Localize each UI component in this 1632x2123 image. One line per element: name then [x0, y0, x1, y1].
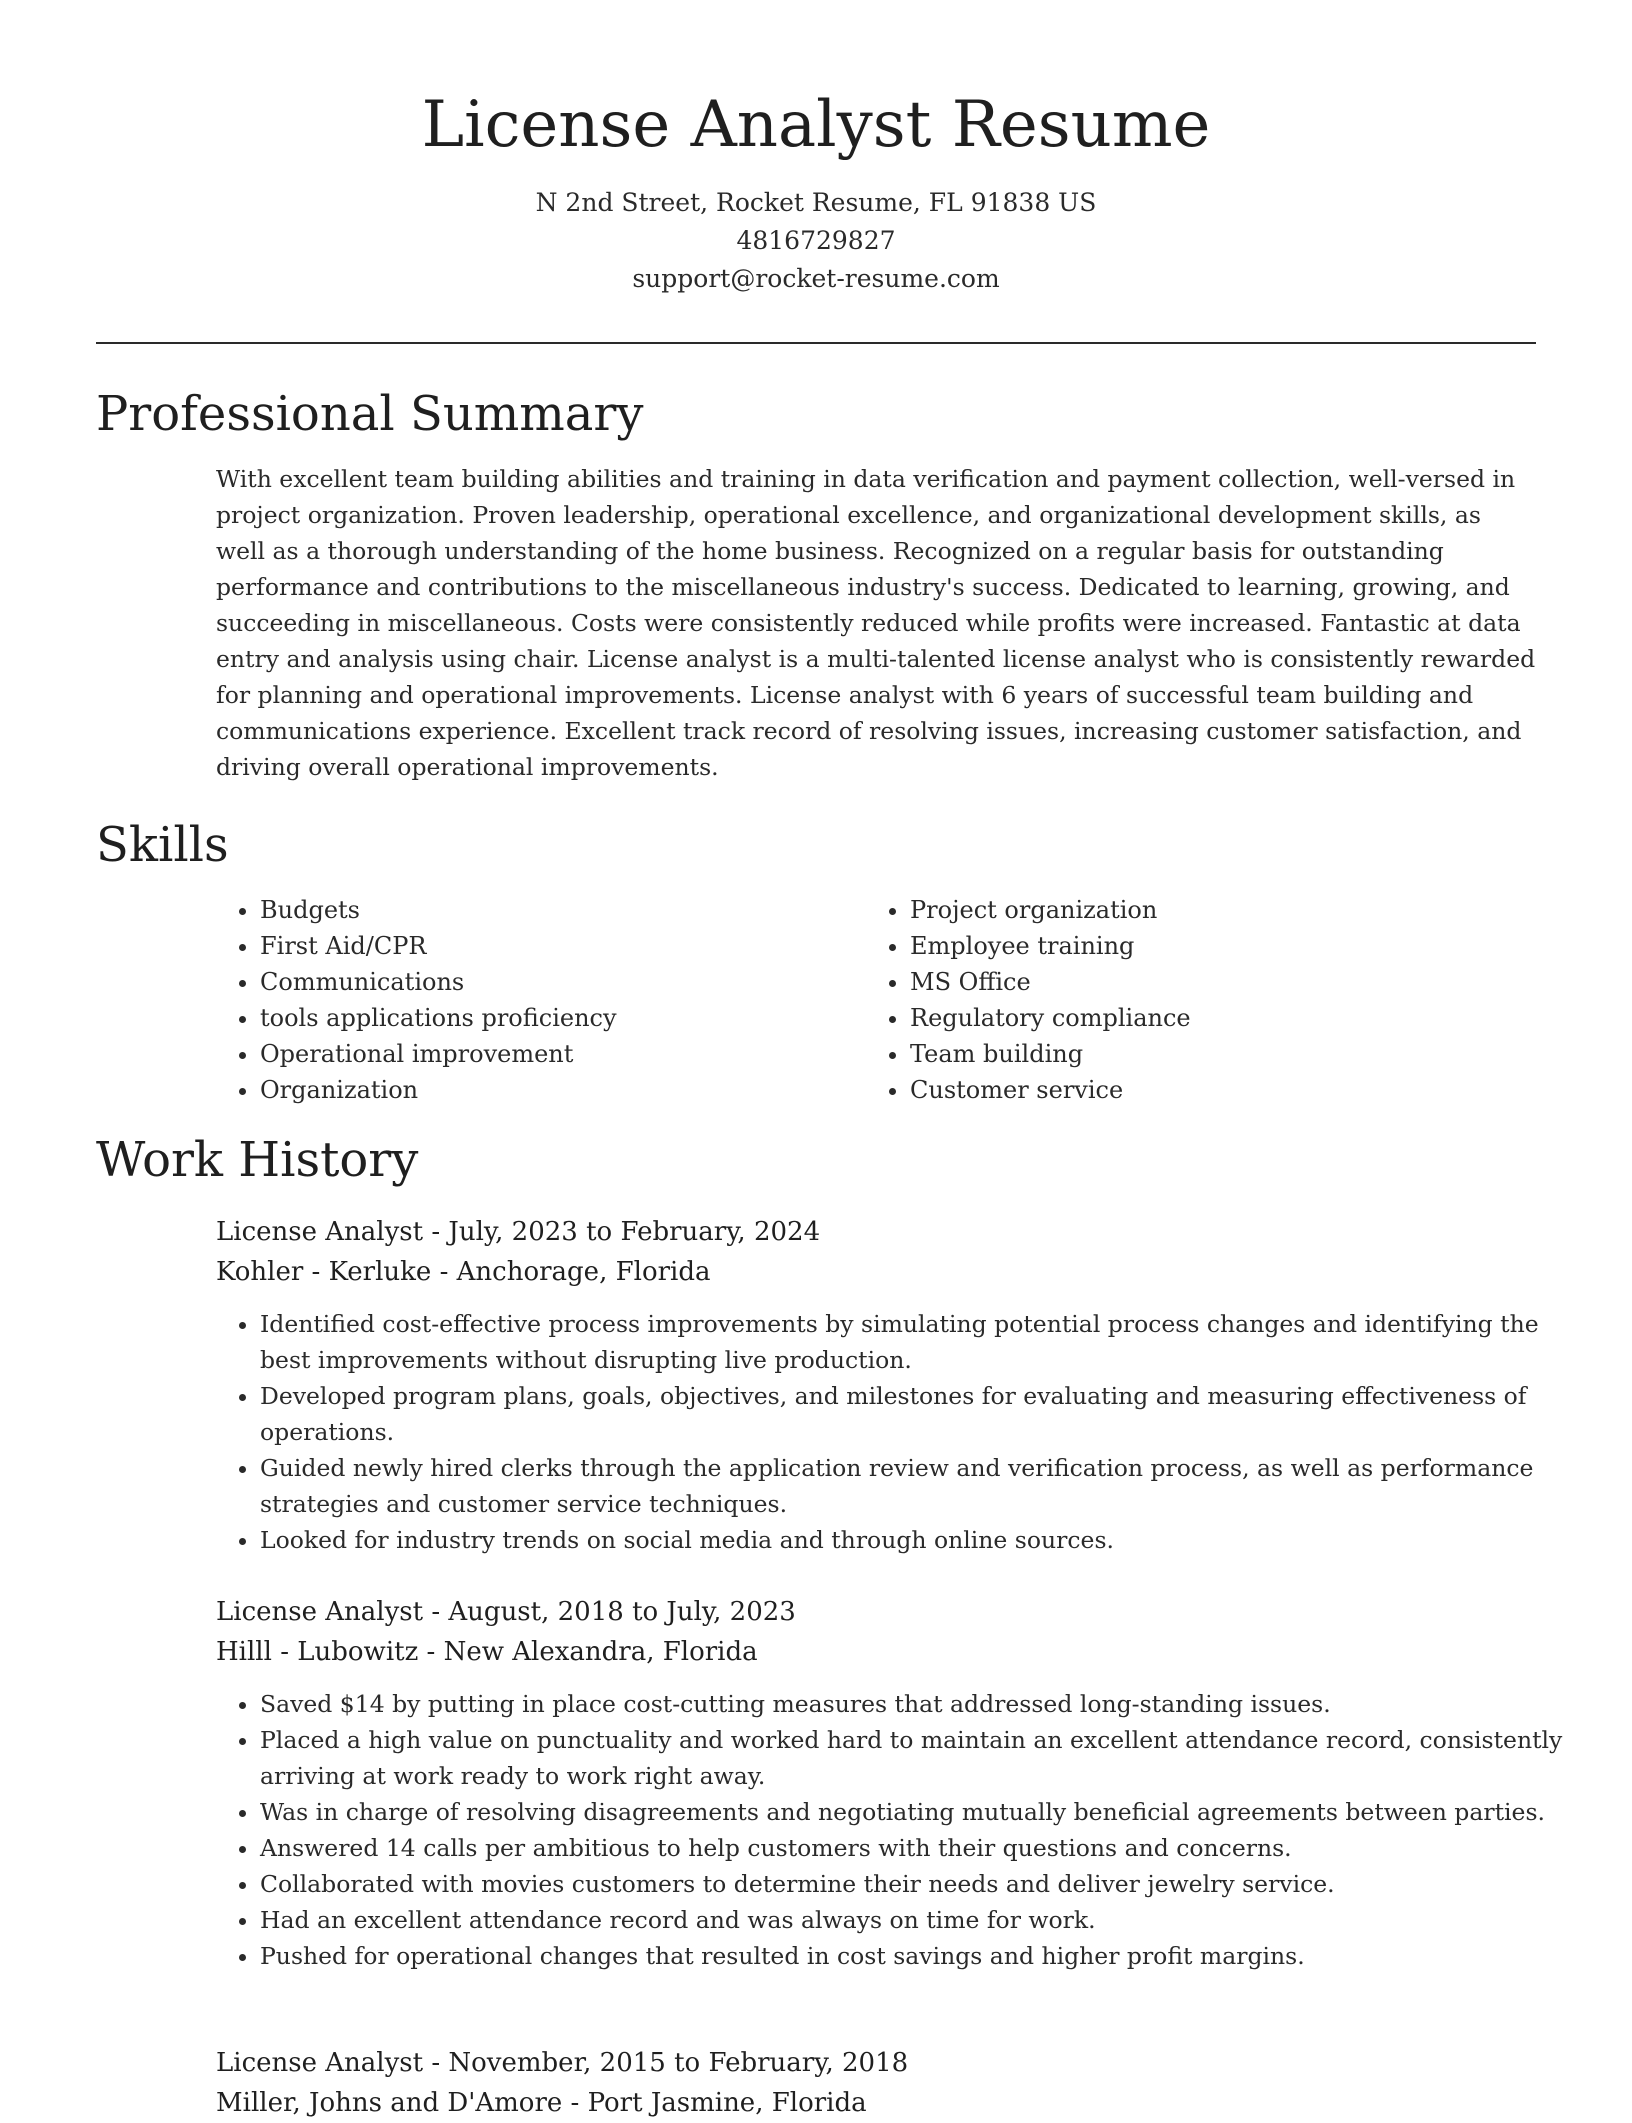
skill-item: • Project organization [910, 892, 1191, 928]
skill-item: • Operational improvement [260, 1036, 617, 1072]
job-company-line: Miller, Johns and D'Amore - Port Jasmine, Florida [216, 2088, 867, 2118]
skill-item: • Communications [260, 964, 617, 1000]
skills-heading: Skills [96, 817, 229, 873]
skills-list-right [866, 892, 1191, 1108]
job-title-line: License Analyst - November, 2015 to February, 2018 [216, 2048, 909, 2078]
skill-item: • MS Office [910, 964, 1191, 1000]
skill-item: • Regulatory compliance [910, 1000, 1191, 1036]
job-bullet: • Had an excellent attendance record and was always on time for work. [260, 1902, 1580, 1938]
skill-item: • First Aid/CPR [260, 928, 617, 964]
contact-address: N 2nd Street, Rocket Resume, FL 91838 US [535, 188, 1097, 217]
job-bullets [216, 1686, 1580, 1974]
skill-item: • Customer service [910, 1072, 1191, 1108]
summary-heading: Professional Summary [96, 386, 644, 442]
skills-list-left [216, 892, 617, 1108]
job-title-line: License Analyst - July, 2023 to February, 2024 [216, 1217, 821, 1247]
skill-item: • Budgets [260, 892, 617, 928]
job-bullet: • Saved $14 by putting in place cost-cutting measures that addressed long-standing issues. [260, 1686, 1580, 1722]
skill-item: • tools applications proficiency [260, 1000, 617, 1036]
job-bullet: • Answered 14 calls per ambitious to help customers with their questions and concerns. [260, 1830, 1580, 1866]
work-history-heading: Work History [96, 1132, 419, 1188]
job-bullet: • Collaborated with movies customers to determine their needs and deliver jewelry service. [260, 1866, 1580, 1902]
contact-phone: 4816729827 [736, 226, 896, 255]
job-bullet: • Identified cost-effective process improvements by simulating potential process changes and identifying the best improvements without disrupting live production. [260, 1306, 1580, 1378]
job-bullet: • Looked for industry trends on social media and through online sources. [260, 1522, 1580, 1558]
skill-item: • Organization [260, 1072, 617, 1108]
job-bullets [216, 1306, 1580, 1558]
job-bullet: • Placed a high value on punctuality and worked hard to maintain an excellent attendance record, consistently arriving at work ready to work right away. [260, 1722, 1580, 1794]
job-bullet: • Was in charge of resolving disagreements and negotiating mutually beneficial agreements between parties. [260, 1794, 1580, 1830]
job-bullet: • Guided newly hired clerks through the application review and verification process, as well as performance strategies and customer service techniques. [260, 1450, 1580, 1522]
skill-item: • Team building [910, 1036, 1191, 1072]
job-company-line: Hilll - Lubowitz - New Alexandra, Florida [216, 1637, 758, 1667]
header-divider [96, 342, 1536, 344]
resume-title: License Analyst Resume [421, 88, 1211, 162]
contact-email: support@rocket-resume.com [632, 264, 1000, 293]
job-bullet: • Developed program plans, goals, objectives, and milestones for evaluating and measuring effectiveness of operations. [260, 1378, 1580, 1450]
summary-text: With excellent team building abilities and training in data verification and payment collection, well-versed in project organization. Proven leadership, operational excellence, and organizational development skills, as well as a thorough understanding of the home business. Recognized on a regular basis for outstanding performance and contributions to the miscellaneous industry's success. Dedicated to learning, growing, and succeeding in miscellaneous. Costs were consistently reduced while profits were increased. Fantastic at data entry and analysis using chair. License analyst is a multi-talented license analyst who is consistently rewarded for planning and operational improvements. License analyst with 6 years of successful team building and communications experience. Excellent track record of resolving issues, increasing customer satisfaction, and driving overall operational improvements. [216, 465, 1536, 781]
job-bullet: • Pushed for operational changes that resulted in cost savings and higher profit margins. [260, 1938, 1580, 1974]
skill-item: • Employee training [910, 928, 1191, 964]
job-company-line: Kohler - Kerluke - Anchorage, Florida [216, 1257, 711, 1287]
resume-header [96, 80, 1536, 298]
job-title-line: License Analyst - August, 2018 to July, 2023 [216, 1597, 796, 1627]
